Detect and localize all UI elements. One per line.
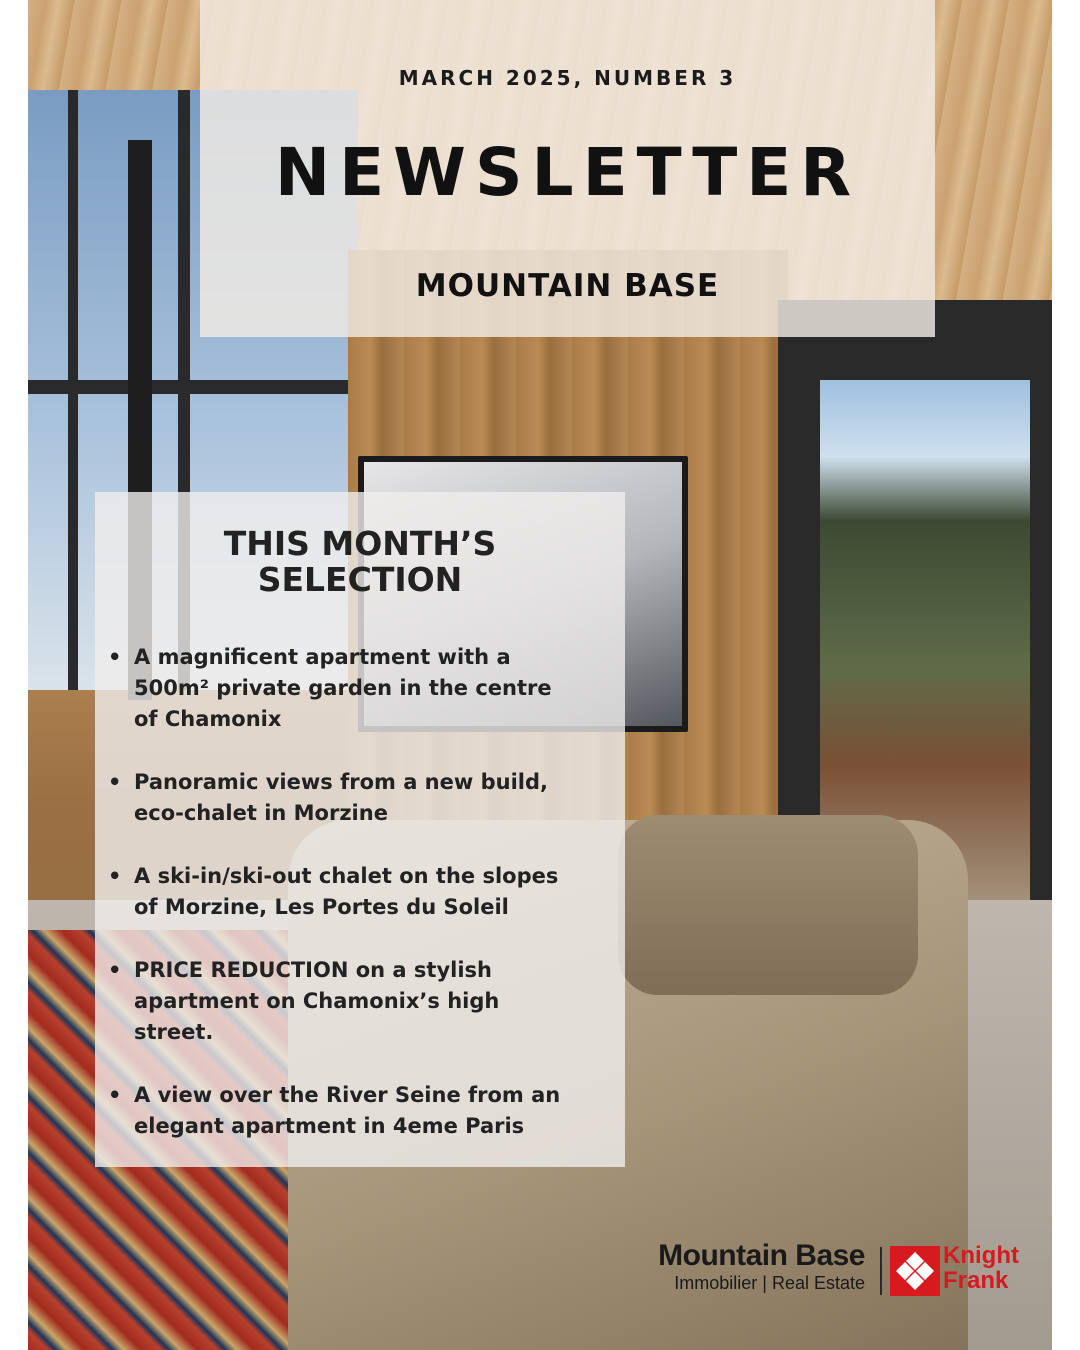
knight-frank-logo bbox=[943, 1243, 1019, 1293]
list-item bbox=[108, 1080, 620, 1142]
list-item-line: A magnificent apartment with a bbox=[134, 645, 511, 669]
bullet-icon: • bbox=[108, 645, 122, 669]
selection-heading bbox=[100, 526, 620, 598]
page-title: NEWSLETTER bbox=[274, 134, 861, 211]
list-item-line: of Morzine, Les Portes du Soleil bbox=[134, 895, 509, 919]
list-item bbox=[108, 642, 620, 735]
list-item-line: A view over the River Seine from an bbox=[134, 1083, 561, 1107]
list-item-line: 500m² private garden in the centre bbox=[134, 676, 552, 700]
bullet-icon: • bbox=[108, 770, 122, 794]
selection-list bbox=[108, 642, 620, 1174]
list-item-line: Panoramic views from a new build, bbox=[134, 770, 548, 794]
list-item bbox=[108, 861, 620, 923]
list-item bbox=[108, 955, 620, 1048]
bullet-icon: • bbox=[108, 864, 122, 888]
knight-frank-mark-icon bbox=[890, 1246, 940, 1296]
list-item-line: street. bbox=[134, 1020, 214, 1044]
list-item-line: PRICE REDUCTION on a stylish bbox=[134, 958, 492, 982]
armchair-back bbox=[618, 815, 918, 995]
knight-frank-line2: Frank bbox=[943, 1267, 1009, 1294]
knight-frank-line1: Knight bbox=[943, 1242, 1019, 1269]
bullet-icon: • bbox=[108, 958, 122, 982]
list-item-line: A ski-in/ski-out chalet on the slopes bbox=[134, 864, 559, 888]
page-subtitle: MOUNTAIN BASE bbox=[415, 268, 720, 304]
bullet-icon: • bbox=[108, 1083, 122, 1107]
selection-heading-line1: THIS MONTH’S bbox=[223, 524, 497, 563]
mountain-base-tagline: Immobilier | Real Estate bbox=[674, 1273, 865, 1293]
mountain-base-logo bbox=[655, 1240, 865, 1294]
title-panel bbox=[200, 0, 935, 337]
list-item-line: apartment on Chamonix’s high bbox=[134, 989, 500, 1013]
list-item bbox=[108, 767, 620, 829]
list-item-line: of Chamonix bbox=[134, 707, 282, 731]
list-item-line: elegant apartment in 4eme Paris bbox=[134, 1114, 525, 1138]
window-transom bbox=[28, 380, 358, 394]
mountain-base-name: Mountain Base bbox=[658, 1239, 865, 1272]
logo-divider bbox=[880, 1247, 882, 1295]
selection-heading-line2: SELECTION bbox=[257, 560, 463, 599]
list-item-line: eco-chalet in Morzine bbox=[134, 801, 388, 825]
issue-date: MARCH 2025, NUMBER 3 bbox=[398, 66, 737, 90]
